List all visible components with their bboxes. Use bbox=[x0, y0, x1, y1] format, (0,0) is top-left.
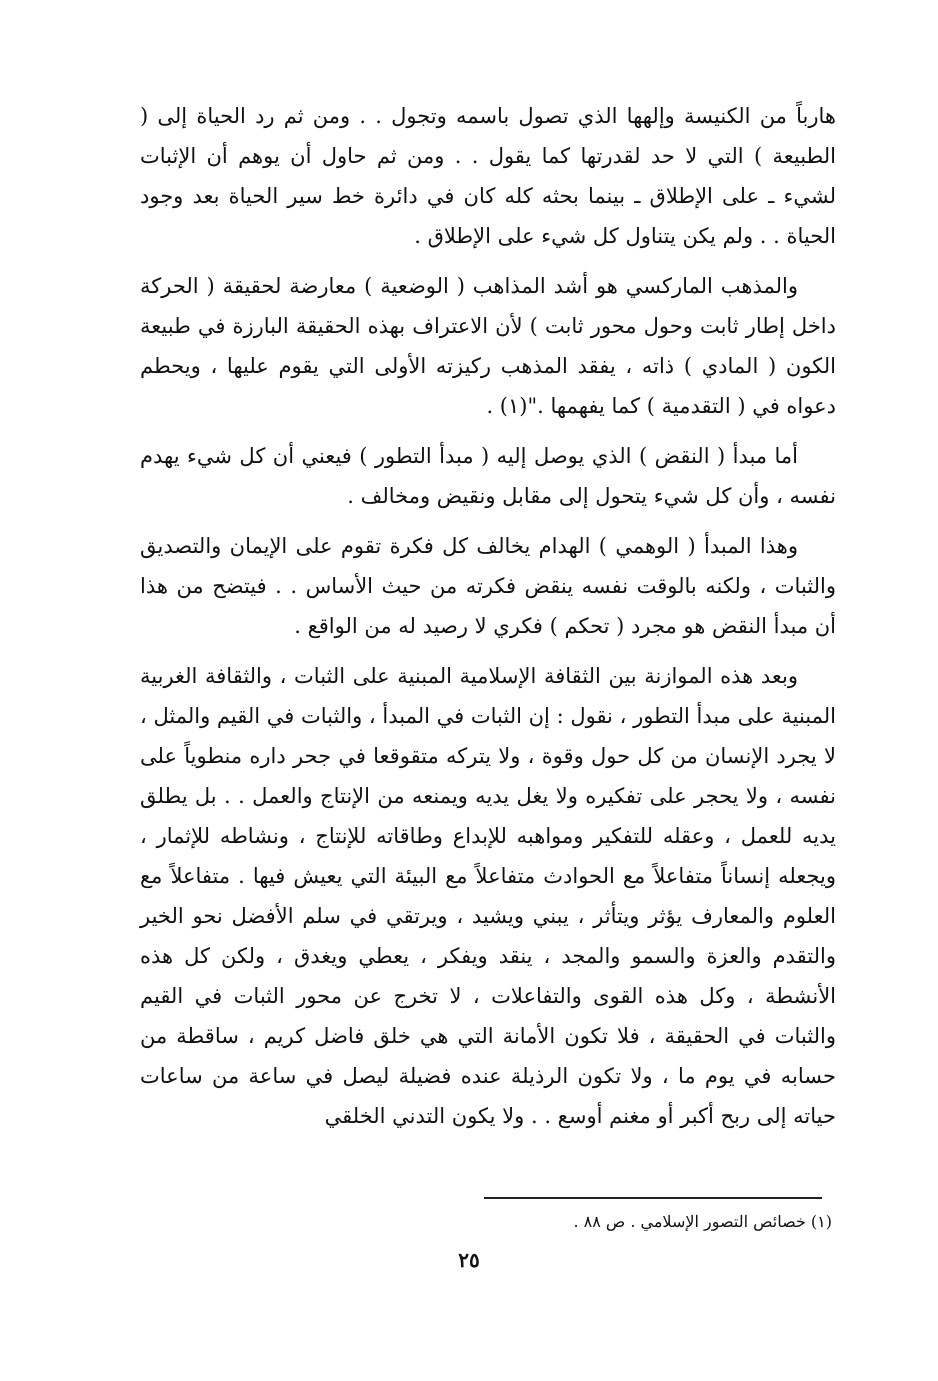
paragraph-3: أما مبدأ ( النقض ) الذي يوصل إليه ( مبدأ التطور ) فيعني أن كل شيء يهدم نفسه ، وأن كل شيء يتحول إلى مقابل ونقيض ومخالف . bbox=[140, 444, 836, 508]
paragraph-1: هارباً من الكنيسة وإلهها الذي تصول باسمه وتجول . . ومن ثم رد الحياة إلى ( الطبيعة ) التي لا حد لقدرتها كما يقول . . ومن ثم حاول أن يوهم أن الإثبات لشيء ـ على الإطلاق ـ بينما بحثه كله كان في دائرة خط سير الحياة بعد وجود الحياة . . ولم يكن يتناول كل شيء على الإطلاق . bbox=[140, 104, 836, 248]
body-text bbox=[140, 96, 836, 1146]
footnote: (١) خصائص التصور الإسلامي . ص ٨٨ . bbox=[573, 1212, 832, 1231]
page-number: ٢٥ bbox=[458, 1248, 480, 1272]
paragraph-4: وهذا المبدأ ( الوهمي ) الهدام يخالف كل فكرة تقوم على الإيمان والتصديق والثبات ، ولكنه بالوقت نفسه ينقض فكرته من حيث الأساس . . فيتضح من هذا أن مبدأ النقض هو مجرد ( تحكم ) فكري لا رصيد له من الواقع . bbox=[140, 534, 836, 638]
footnote-divider bbox=[484, 1197, 822, 1199]
paragraph-2: والمذهب الماركسي هو أشد المذاهب ( الوضعية ) معارضة لحقيقة ( الحركة داخل إطار ثابت وحول محور ثابت ) لأن الاعتراف بهذه الحقيقة البارزة في طبيعة الكون ( المادي ) ذاته ، يفقد المذهب ركيزته الأولى التي يقوم عليها ، ويحطم دعواه في ( التقدمية ) كما يفهمها ."(١) . bbox=[140, 274, 836, 418]
paragraph-5: وبعد هذه الموازنة بين الثقافة الإسلامية المبنية على الثبات ، والثقافة الغربية المبنية على مبدأ التطور ، نقول : إن الثبات في المبدأ ، والثبات في القيم والمثل ، لا يجرد الإنسان من كل حول وقوة ، ولا يتركه متقوقعا في جحر داره منطوياً على نفسه ، ولا يحجر على تفكيره ولا يغل يديه ويمنعه من الإنتاج والعمل . . بل يطلق يديه للعمل ، وعقله للتفكير ومواهبه للإبداع وطاقاته للإنتاج ، ونشاطه للإثمار ، ويجعله إنساناً متفاعلاً مع الحوادث متفاعلاً مع البيئة التي يعيش فيها . متفاعلاً مع العلوم والمعارف يؤثر ويتأثر ، يبني ويشيد ، ويرتقي في سلم الأفضل نحو الخير والتقدم والعزة والسمو والمجد ، ينقد ويفكر ، يعطي ويغدق ، ولكن كل هذه الأنشطة ، وكل هذه القوى والتفاعلات ، لا تخرج عن محور الثبات في القيم والثبات في الحقيقة ، فلا تكون الأمانة التي هي خلق فاضل كريم ، ساقطة من حسابه في يوم ما ، ولا تكون الرذيلة عنده فضيلة ليصل في ساعة من ساعات حياته إلى ربح أكبر أو مغنم أوسع . . ولا يكون التدني الخلقي bbox=[140, 664, 836, 1128]
